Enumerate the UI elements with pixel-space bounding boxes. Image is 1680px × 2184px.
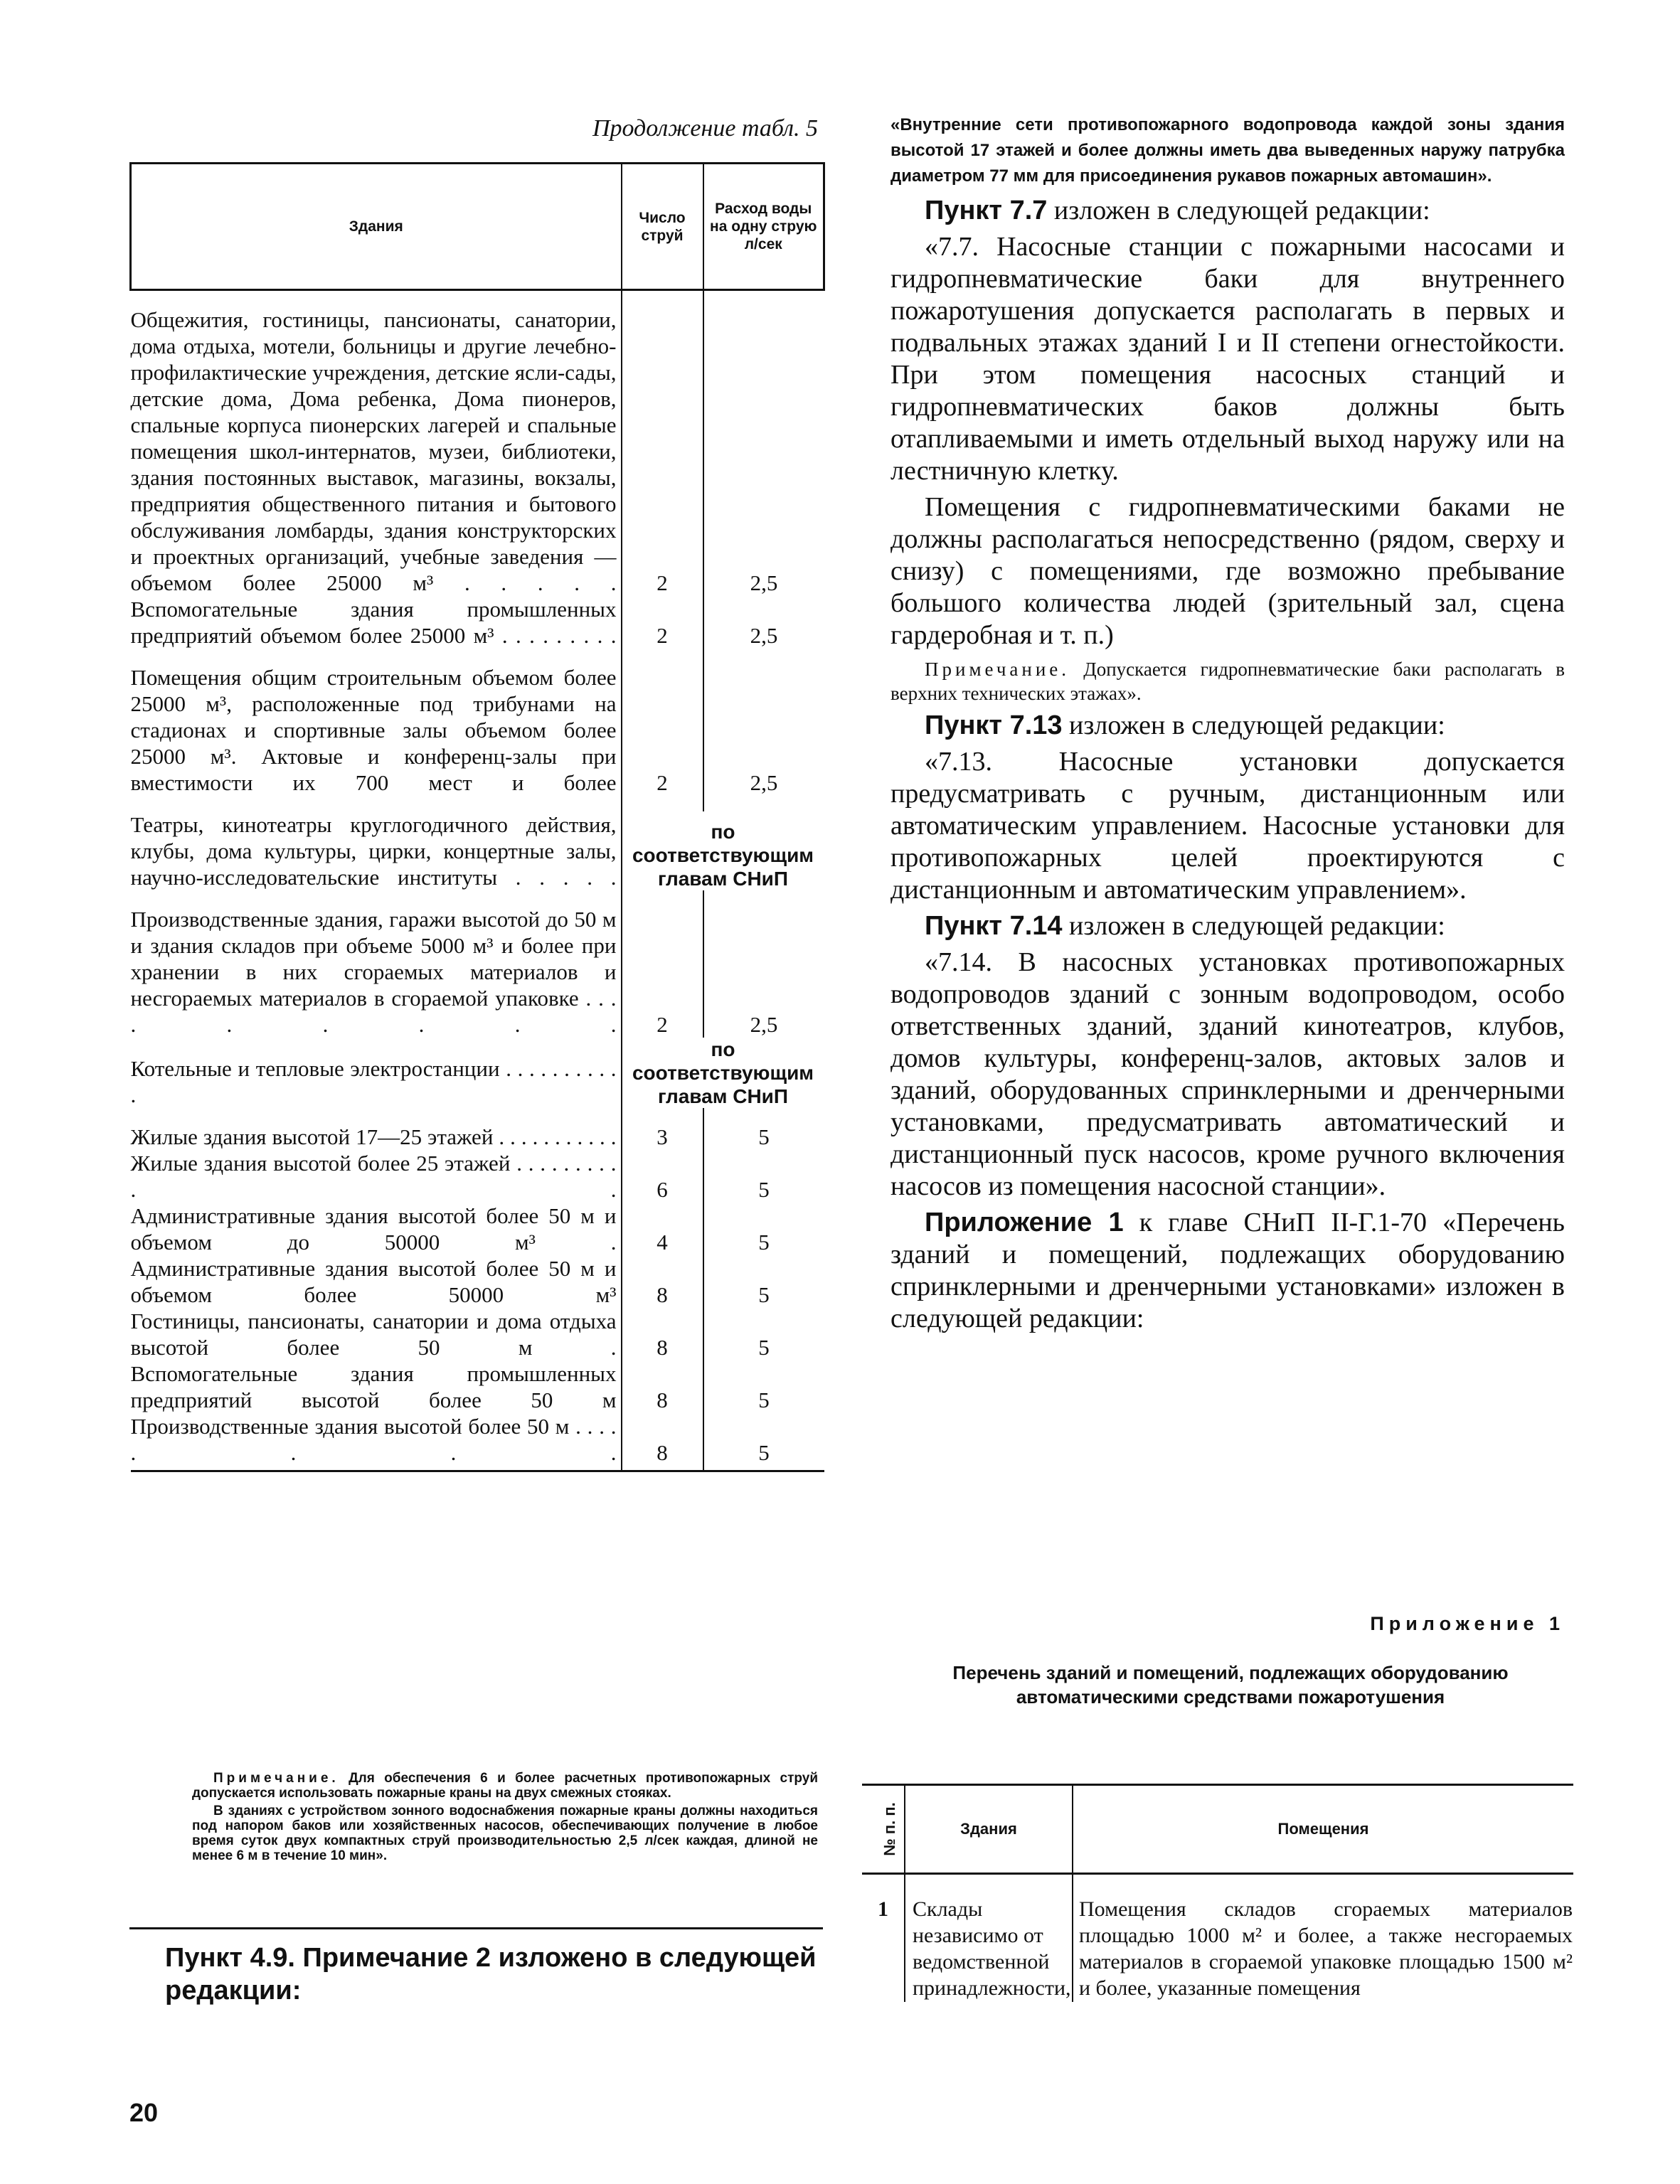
note-label: Примечание. bbox=[925, 659, 1070, 680]
heading-intro: изложен в следующей редакции: bbox=[1047, 196, 1430, 225]
jets-cell: 6 bbox=[622, 1150, 703, 1203]
jets-cell: 2 bbox=[622, 664, 703, 796]
right-column bbox=[890, 112, 1565, 1335]
building-cell: Производственные здания, гаражи высотой до 50 м и здания складов при объеме 5000 м³ и более при хранении в них сгораемых материалов и несгораемых материалов в сгораемой упаковке . . . . . . . . . bbox=[130, 907, 617, 1037]
table-row bbox=[131, 596, 824, 649]
table-note bbox=[192, 1771, 818, 1866]
jets-cell: 4 bbox=[622, 1203, 703, 1255]
appendix-intro: к главе СНиП II-Г.1-70 «Перечень зданий и помещений, подлежащих оборудованию спринклерными и дренчерными установками» изложен в следующей редакции: bbox=[890, 1208, 1565, 1333]
jets-cell: 8 bbox=[622, 1255, 703, 1308]
appendix-label: Приложение 1 bbox=[1370, 1613, 1565, 1634]
header-buildings: Здания bbox=[905, 1785, 1073, 1874]
building-cell: Вспомогательные здания промышленных предприятий объемом более 25000 м³ . . . . . . . . . bbox=[130, 597, 617, 648]
quote-paragraph: «Внутренние сети противопожарного водопровода каждой зоны здания высотой 17 этажей и более должны иметь два выведенных наружу патрубка диаметром 77 мм для присоединения рукавов пожарных автомашин». bbox=[890, 115, 1565, 186]
header-flow: Расход воды на одну струю л/сек bbox=[703, 164, 824, 290]
building-cell: Производственные здания высотой более 50 м . . . . . . . . bbox=[131, 1413, 622, 1471]
flow-cell: 2,5 bbox=[703, 906, 824, 1038]
jets-cell: 3 bbox=[622, 1124, 703, 1150]
jets-cell: 8 bbox=[622, 1308, 703, 1360]
building-cell: Помещения общим строительным объемом более 25000 м³, расположенные под трибунами на стадионах и спортивные залы объемом более 25000 м³. Актовые и конференц-залы при вместимости их 700 мест и более bbox=[130, 665, 617, 795]
number-cell: 1 bbox=[878, 1897, 888, 1921]
table-row bbox=[131, 1038, 824, 1108]
paragraph-appendix-1 bbox=[890, 1207, 1565, 1335]
table-row bbox=[131, 1255, 824, 1308]
jets-cell: 8 bbox=[622, 1360, 703, 1413]
header-jets: Число струй bbox=[622, 164, 703, 290]
paragraph-7-13: «7.13. Насосные установки допускается предусматривать с ручным, дистанционным или автоматическим управлением. Насосные установки для противопожарных целей проектируются с дистанционным и автоматическим управлением». bbox=[890, 747, 1565, 905]
flow-cell: 5 bbox=[703, 1413, 824, 1471]
note-text: Допускается гидропневматические баки располагать в верхних технических этажах». bbox=[890, 659, 1565, 704]
building-cell: Жилые здания высотой более 25 этажей . . . . . . . . . . . bbox=[130, 1151, 617, 1202]
paragraph-7-14: «7.14. В насосных установках противопожарных водопроводов зданий с зонным водопроводом, особо ответственных зданий, зданий кинотеатров, клубов, домов культуры, конференц-залов, актовых залов и зданий, оборудованных спринклерными и дренчерными установками, предусматривать автоматический и дистанционный пуск насосов, кроме ручного включения насосов из помещения насосной станции». bbox=[890, 947, 1565, 1201]
appendix-title: Перечень зданий и помещений, подлежащих оборудованию автоматическими средствами пожаротушения bbox=[952, 1662, 1509, 1708]
building-cell: Склады независимо от ведомственной принадлежности, bbox=[905, 1874, 1073, 2003]
paragraph-7-7-heading bbox=[890, 195, 1565, 227]
rooms-cell: Помещения складов сгораемых материалов площадью 1000 м² и более, а также несгораемых материалов в сгораемой упаковке площадью 1500 м² и более, указанные помещения bbox=[1073, 1874, 1573, 2003]
note-text: Для обеспечения 6 и более расчетных противопожарных струй допускается использовать пожарные краны на двух смежных стояках. bbox=[192, 1771, 818, 1801]
building-cell: Жилые здания высотой 17—25 этажей . . . . . . . . . . . bbox=[130, 1124, 617, 1149]
page-number: 20 bbox=[129, 2098, 159, 2127]
table-row bbox=[131, 664, 824, 796]
building-cell: Котельные и тепловые электростанции . . . . . . . . . . . bbox=[130, 1056, 617, 1107]
section-heading-7-14: Пункт 7.14 bbox=[925, 911, 1063, 941]
table-row bbox=[131, 1360, 824, 1413]
table-continuation-caption: Продолжение табл. 5 bbox=[592, 115, 818, 142]
paragraph-7-13-heading bbox=[890, 710, 1565, 742]
flow-cell: 2,5 bbox=[703, 307, 824, 596]
jets-cell: 8 bbox=[622, 1413, 703, 1471]
building-cell: Гостиницы, пансионаты, санатории и дома отдыха высотой более 50 м . bbox=[130, 1309, 617, 1360]
heading-intro: изложен в следующей редакции: bbox=[1062, 911, 1445, 941]
building-cell: Административные здания высотой более 50 м и объемом более 50000 м³ bbox=[130, 1256, 617, 1307]
building-cell: Театры, кинотеатры круглогодичного действия, клубы, дома культуры, цирки, концертные залы, научно-исследовательские институты . . . . . bbox=[130, 812, 617, 890]
table-row bbox=[131, 1150, 824, 1203]
flow-cell: 5 bbox=[703, 1203, 824, 1255]
flow-cell: 5 bbox=[703, 1124, 824, 1150]
flow-cell: 5 bbox=[703, 1255, 824, 1308]
jets-cell: 2 bbox=[622, 906, 703, 1038]
flow-cell: 2,5 bbox=[703, 664, 824, 796]
table-note-paragraph: В зданиях с устройством зонного водоснабжения пожарные краны должны находиться под напором баков или хозяйственных насосов, обеспечивающих получение в любое время суток двух компактных струй производительностью 2,5 л/сек каждая, длиной не менее 6 м в течение 10 мин». bbox=[192, 1804, 818, 1863]
heading-intro: изложен в следующей редакции: bbox=[1062, 710, 1445, 740]
table-5 bbox=[129, 162, 825, 1472]
header-buildings: Здания bbox=[131, 164, 622, 290]
table-row bbox=[131, 906, 824, 1038]
flow-cell: 5 bbox=[703, 1360, 824, 1413]
table-row bbox=[131, 811, 824, 890]
note-label: Примечание. bbox=[213, 1771, 339, 1786]
table-row bbox=[131, 1308, 824, 1360]
building-cell: Вспомогательные здания промышленных предприятий высотой более 50 м bbox=[130, 1361, 617, 1412]
table-row bbox=[131, 307, 824, 596]
section-heading-appendix-1: Приложение 1 bbox=[925, 1208, 1124, 1237]
table-note-paragraph bbox=[192, 1771, 818, 1801]
table-row bbox=[131, 1124, 824, 1150]
reference-cell: по соответствующим главам СНиП bbox=[622, 1038, 824, 1108]
appendix-table bbox=[862, 1784, 1573, 2002]
flow-cell: 2,5 bbox=[703, 596, 824, 649]
building-cell: Общежития, гостиницы, пансионаты, санатории, дома отдыха, мотели, больницы и другие лечебно-профилактические учреждения, детские ясли-сады, детские дома, Дома ребенка, Дома пионеров, спальные корпуса пионерских лагерей и спальные помещения школ-интернатов, музеи, библиотеки, здания постоянных выставок, магазины, вокзалы, предприятия общественного питания и бытового обслуживания ломбарды, здания конструкторских и проектных организаций, учебные заведения — объемом более 25000 м³ . . . . . bbox=[130, 307, 617, 595]
divider bbox=[129, 1927, 823, 1929]
reference-cell: по соответствующим главам СНиП bbox=[622, 811, 824, 890]
flow-cell: 5 bbox=[703, 1150, 824, 1203]
flow-cell: 5 bbox=[703, 1308, 824, 1360]
paragraph-7-14-heading bbox=[890, 910, 1565, 942]
table-row bbox=[862, 1874, 1573, 2003]
paragraph-7-7-continued: Помещения с гидропневматическими баками не должны располагаться непосредственно (рядом, сверху и снизу) с помещениями, где возможно пребывание большого количества людей (зрительный зал, сцена гардеробная и т. п.) bbox=[890, 492, 1565, 650]
table-row bbox=[131, 1413, 824, 1471]
header-number bbox=[862, 1785, 905, 1874]
section-heading-7-13: Пункт 7.13 bbox=[925, 710, 1063, 740]
note-7-7 bbox=[890, 657, 1565, 705]
paragraph-7-7: «7.7. Насосные станции с пожарными насосами и гидропневматические баки для внутреннего пожаротушения допускается располагать в первых и подвальных этажах зданий I и II степени огнестойкости. При этом помещения насосных станций и гидропневматических баков должны быть отапливаемыми и иметь отдельный выход наружу или на лестничную клетку. bbox=[890, 232, 1565, 486]
section-heading-4-9: Пункт 4.9. Примечание 2 изложено в следующей редакции: bbox=[165, 1943, 817, 2005]
header-number-text: № п. п. bbox=[880, 1802, 898, 1856]
section-heading-7-7: Пункт 7.7 bbox=[925, 196, 1048, 225]
jets-cell: 2 bbox=[622, 596, 703, 649]
table-row bbox=[131, 1203, 824, 1255]
header-rooms: Помещения bbox=[1073, 1785, 1573, 1874]
jets-cell: 2 bbox=[622, 307, 703, 596]
building-cell: Административные здания высотой более 50 м и объемом до 50000 м³ . bbox=[130, 1203, 617, 1255]
